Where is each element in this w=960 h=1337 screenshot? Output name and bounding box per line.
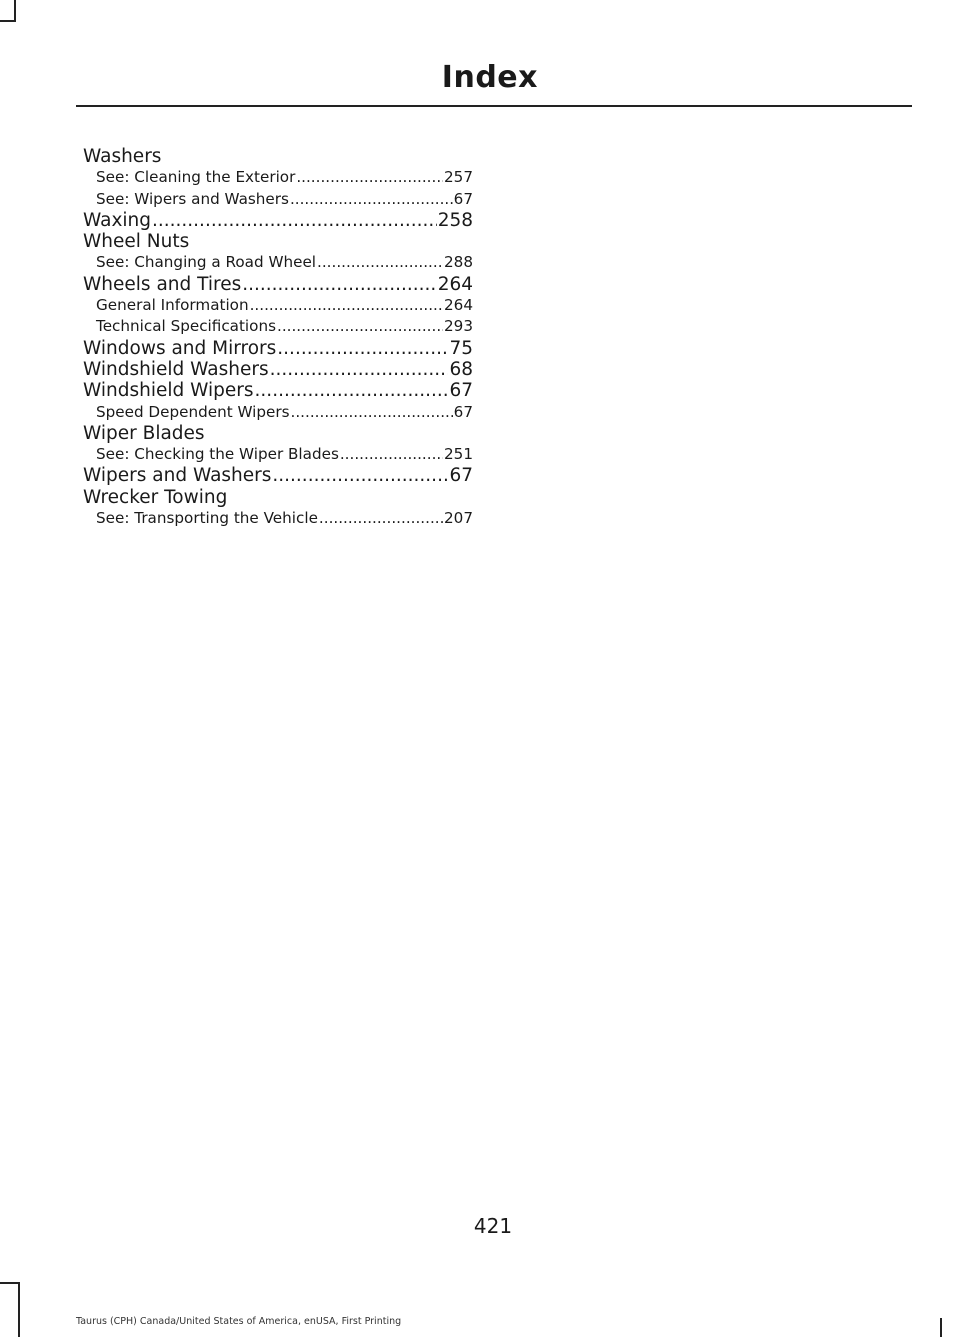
- dot-leader: [152, 210, 437, 231]
- page-number: 421: [473, 1214, 513, 1238]
- dot-leader: [291, 402, 453, 423]
- entry-label: See: Transporting the Vehicle: [96, 509, 318, 528]
- entry-page-number: 257: [444, 168, 473, 187]
- entry-page-number: 251: [444, 445, 473, 464]
- index-list: [83, 146, 473, 529]
- crop-mark-top-left-horizontal: [0, 20, 16, 22]
- entry-label: Wiper Blades: [83, 422, 205, 444]
- page-title: Index: [441, 60, 538, 95]
- entry-label: Windows and Mirrors: [83, 337, 277, 359]
- entry-label: Technical Specifications: [96, 317, 276, 336]
- index-subentry: [83, 316, 473, 337]
- index-entry: [83, 231, 473, 252]
- index-subentry: [83, 444, 473, 465]
- entry-label: Wheel Nuts: [83, 231, 190, 253]
- dot-leader: [277, 316, 443, 337]
- entry-label: Washers: [83, 146, 162, 167]
- entry-page-number: 207: [444, 509, 473, 528]
- index-entry: [83, 338, 473, 359]
- dot-leader: [290, 189, 453, 210]
- crop-mark-bottom-left-vertical: [18, 1282, 20, 1337]
- index-entry: [83, 487, 473, 508]
- crop-mark-bottom-right-vertical: [940, 1318, 942, 1337]
- entry-label: Wheels and Tires: [83, 273, 242, 295]
- entry-label: Windshield Washers: [83, 358, 269, 380]
- entry-page-number: 67: [449, 465, 473, 487]
- index-entry: [83, 359, 473, 380]
- index-subentry: [83, 189, 473, 210]
- index-subentry: [83, 252, 473, 273]
- entry-label: Windshield Wipers: [83, 380, 254, 402]
- index-entry: [83, 274, 473, 295]
- crop-mark-bottom-left-horizontal: [0, 1282, 20, 1284]
- index-entry: [83, 423, 473, 444]
- dot-leader: [250, 295, 443, 316]
- entry-label: See: Changing a Road Wheel: [96, 253, 317, 272]
- index-subentry: [83, 167, 473, 188]
- index-entry: [83, 380, 473, 401]
- header-divider: [76, 105, 912, 107]
- index-subentry: [83, 402, 473, 423]
- entry-label: See: Wipers and Washers: [96, 189, 289, 208]
- entry-label: General Information: [96, 296, 249, 315]
- dot-leader: [277, 338, 448, 359]
- dot-leader: [340, 444, 443, 465]
- entry-page-number: 264: [444, 296, 473, 315]
- entry-label: See: Checking the Wiper Blades: [96, 445, 339, 464]
- entry-label: Wipers and Washers: [83, 465, 272, 487]
- index-subentry: [83, 508, 473, 529]
- entry-page-number: 75: [449, 337, 473, 359]
- dot-leader: [242, 274, 436, 295]
- index-entry: [83, 210, 473, 231]
- entry-page-number: 264: [437, 273, 473, 295]
- entry-page-number: 67: [449, 380, 473, 402]
- print-info: Taurus (CPH) Canada/United States of America, enUSA, First Printing: [76, 1316, 402, 1327]
- entry-label: Wrecker Towing: [83, 486, 228, 508]
- dot-leader: [319, 508, 443, 529]
- dot-leader: [296, 167, 443, 188]
- dot-leader: [270, 359, 449, 380]
- index-subentry: [83, 295, 473, 316]
- entry-page-number: 67: [453, 402, 473, 421]
- dot-leader: [272, 465, 448, 486]
- entry-label: Waxing: [83, 209, 152, 231]
- dot-leader: [255, 380, 449, 401]
- entry-page-number: 67: [453, 189, 473, 208]
- index-entry: [83, 465, 473, 486]
- entry-page-number: 288: [444, 253, 473, 272]
- entry-page-number: 258: [437, 209, 473, 231]
- crop-mark-top-left-vertical: [14, 0, 16, 20]
- entry-label: See: Cleaning the Exterior: [96, 168, 296, 187]
- index-entry: [83, 146, 473, 167]
- dot-leader: [317, 252, 443, 273]
- entry-label: Speed Dependent Wipers: [96, 402, 290, 421]
- entry-page-number: 68: [449, 358, 473, 380]
- entry-page-number: 293: [444, 317, 473, 336]
